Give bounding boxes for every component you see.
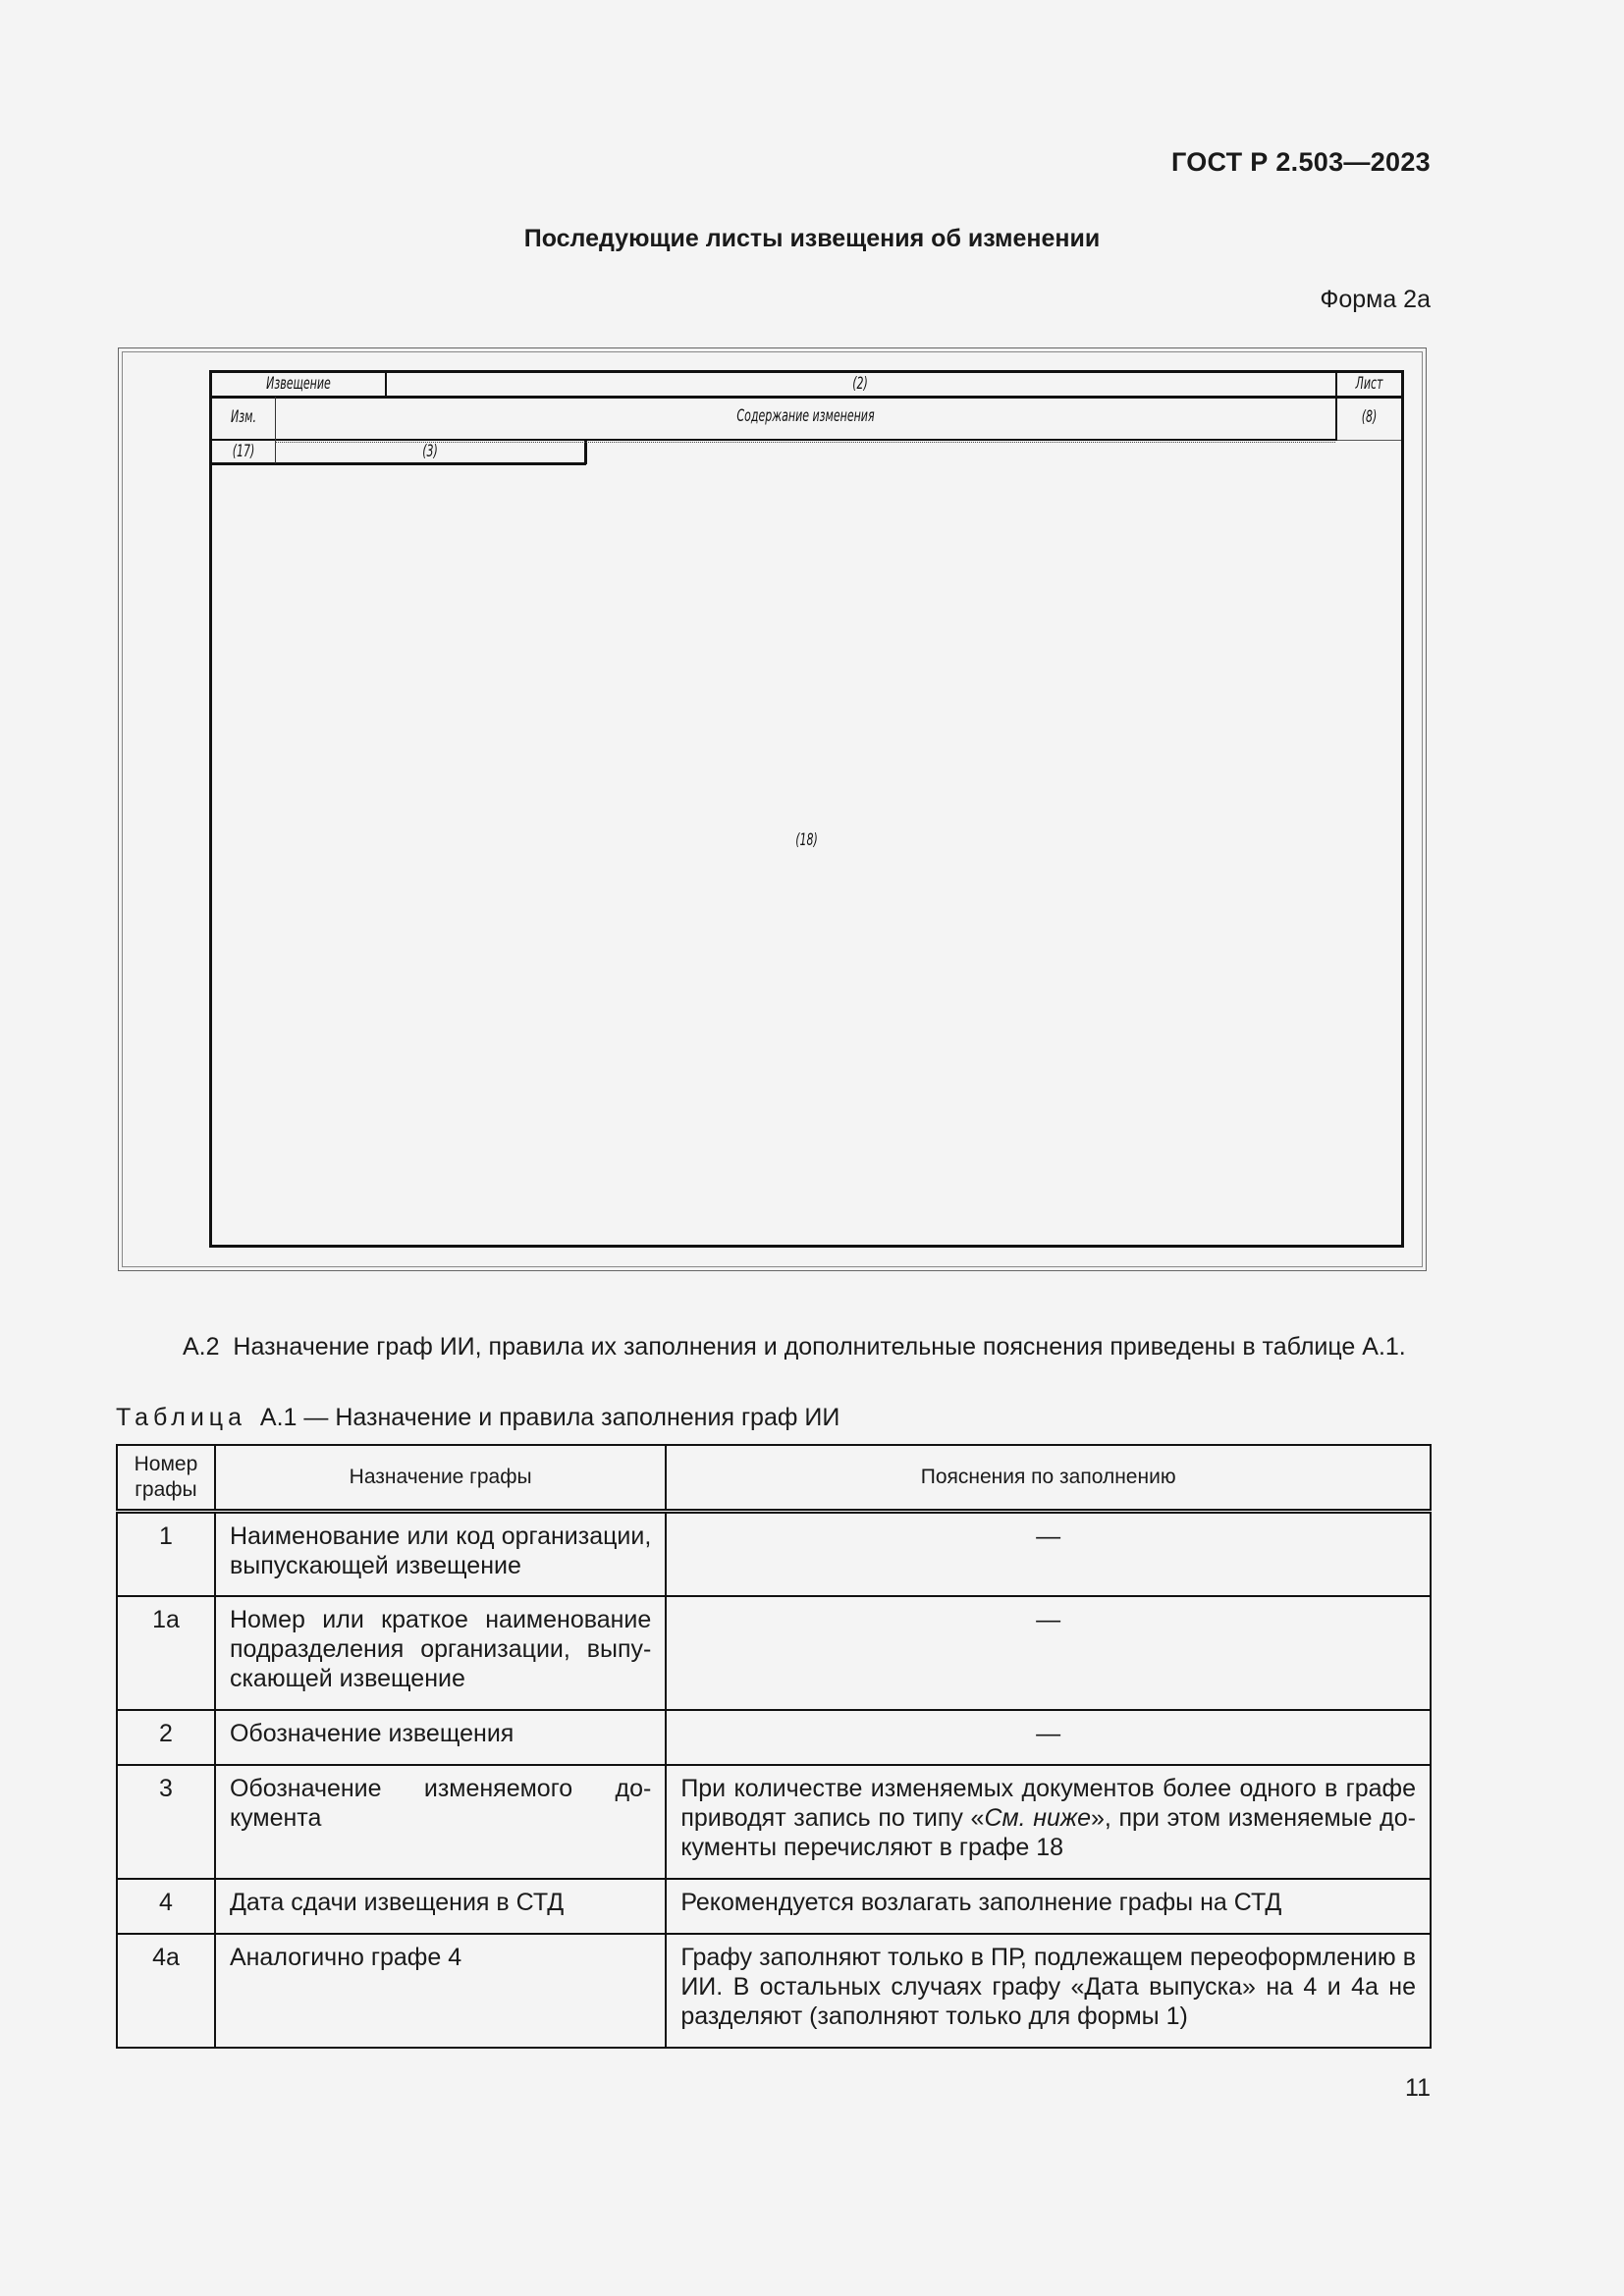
table-row xyxy=(117,1596,1431,1710)
form-line xyxy=(385,373,387,397)
izm-label: Изм. xyxy=(231,407,256,427)
form-line xyxy=(584,440,587,464)
field-3-label: (3) xyxy=(422,442,438,461)
form-line xyxy=(275,440,276,463)
form-title: Последующие листы извещения об изменении xyxy=(523,225,1101,252)
row-purpose: Обозначение изменяемого до-кумента xyxy=(215,1765,666,1879)
fields-table xyxy=(116,1444,1432,2049)
form-line xyxy=(212,396,1401,399)
row-notes xyxy=(666,1765,1431,1879)
field-18-label: (18) xyxy=(795,830,818,850)
row-number: 1 xyxy=(117,1512,215,1596)
header-number: Номер графы xyxy=(117,1445,215,1512)
row-number: 2 xyxy=(117,1710,215,1765)
table-caption-text: А.1 — Назначение и правила заполнения граф ИИ xyxy=(246,1404,840,1431)
table-row xyxy=(117,1765,1431,1879)
row-number: 3 xyxy=(117,1765,215,1879)
form-line xyxy=(1335,373,1337,441)
row-purpose: Дата сдачи извещения в СТД xyxy=(215,1879,666,1934)
row-notes: — xyxy=(666,1596,1431,1710)
field-8-label: (8) xyxy=(1361,407,1378,427)
row-notes: Графу заполняют только в ПР, подлежащем переоформлению в ИИ. В остальных случаях графу «Дата выпуска» на 4 и 4а не разделяют (заполняют только для формы 1) xyxy=(666,1934,1431,2048)
form-line xyxy=(212,462,586,465)
document-code: ГОСТ Р 2.503—2023 xyxy=(1170,147,1431,177)
row-number: 4а xyxy=(117,1934,215,2048)
row-notes-emphasis: См. ниже xyxy=(984,1803,1092,1832)
header-purpose: Назначение графы xyxy=(215,1445,666,1512)
field-17-label: (17) xyxy=(232,442,255,461)
row-notes-part: », при этом изменяемые до-кументы перечисляют в графе 18 xyxy=(680,1803,1416,1861)
form-frame xyxy=(209,370,1404,1248)
form-line xyxy=(275,397,276,440)
row-purpose: Аналогично графе 4 xyxy=(215,1934,666,2048)
row-notes: — xyxy=(666,1512,1431,1596)
table-caption xyxy=(116,1404,839,1432)
table-row xyxy=(117,1934,1431,2048)
notice-label: Извещение xyxy=(266,374,331,394)
table-row xyxy=(117,1710,1431,1765)
table-row xyxy=(117,1512,1431,1596)
row-purpose: Обозначение извещения xyxy=(215,1710,666,1765)
table-caption-prefix: Таблица xyxy=(116,1404,247,1431)
form-line xyxy=(212,439,1335,441)
field-2-label: (2) xyxy=(852,374,868,394)
row-purpose: Наименование или код организации, выпускающей извещение xyxy=(215,1512,666,1596)
row-number: 4 xyxy=(117,1879,215,1934)
sheet-label: Лист xyxy=(1355,374,1383,394)
content-label: Содержание изменения xyxy=(736,406,875,426)
row-notes: Рекомендуется возлагать заполнение графы на СТД xyxy=(666,1879,1431,1934)
table-row xyxy=(117,1879,1431,1934)
paragraph-a2: А.2 Назначение граф ИИ, правила их заполнения и дополнительные пояснения приведены в таблице А.1. xyxy=(183,1333,1406,1361)
row-notes-part: При количестве изменяемых документов более одного в графе приводят запись по типу « xyxy=(680,1774,1416,1832)
table-header-row xyxy=(117,1445,1431,1512)
row-number: 1а xyxy=(117,1596,215,1710)
page-number: 11 xyxy=(1405,2074,1431,2102)
header-notes: Пояснения по заполнению xyxy=(666,1445,1431,1512)
row-notes: — xyxy=(666,1710,1431,1765)
row-purpose: Номер или краткое наименование подразделения организации, выпу-скающей извещение xyxy=(215,1596,666,1710)
form-label: Форма 2а xyxy=(1320,286,1431,313)
